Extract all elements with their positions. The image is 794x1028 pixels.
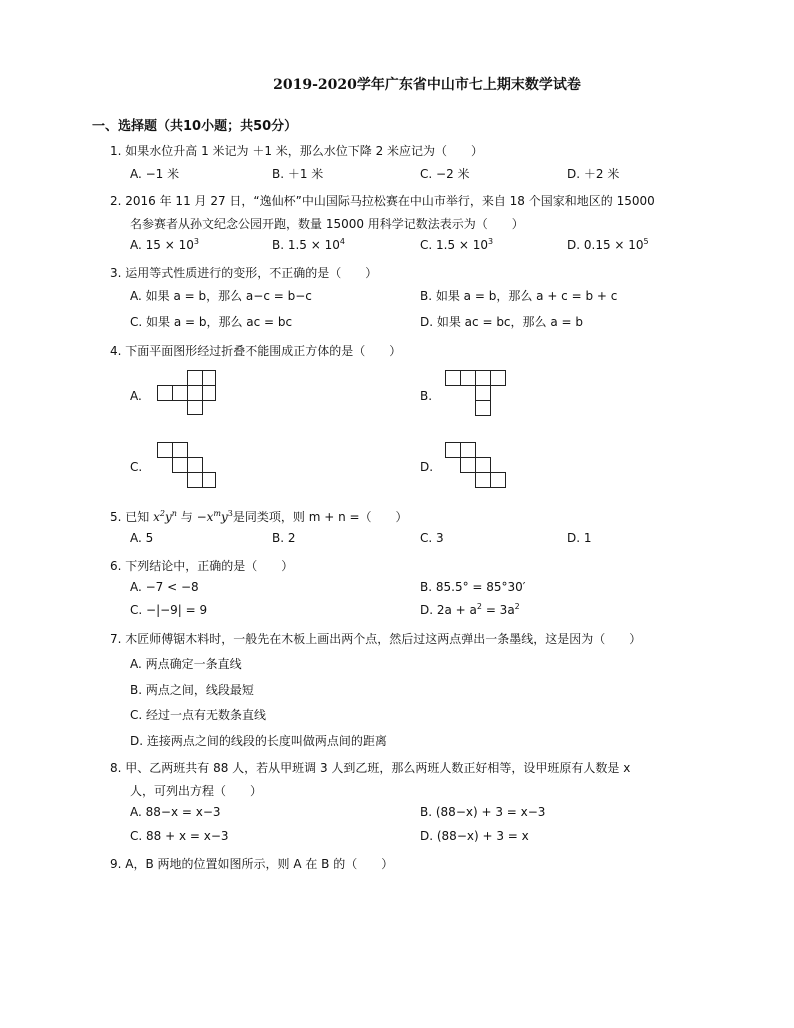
question-6-option-d: D. $2a + a^2 = 3a^2$ [420, 602, 520, 617]
question-4-net-a-figure [157, 370, 217, 415]
question-7-option-b: B. 两点之间，线段最短 [130, 683, 254, 697]
question-2-option-c: C. $1.5 \times 10^3$ [420, 237, 494, 252]
question-5-option-a: A. 5 [130, 531, 154, 545]
question-8-stem-line-2: 人，可列出方程（ ） [130, 784, 263, 798]
section-heading: 一、选择题（共10小题；共50分） [92, 119, 298, 134]
question-2-option-a: A. $15 \times 10^3$ [130, 237, 199, 252]
question-1-option-d: D. ＋2 米 [567, 167, 620, 181]
question-3-stem: 3. 运用等式性质进行的变形，不正确的是（ ） [110, 266, 378, 280]
question-7-option-d: D. 连接两点之间的线段的长度叫做两点间的距离 [130, 734, 387, 748]
question-4-net-d-figure [445, 442, 507, 488]
question-4-option-b-label: B. [420, 389, 433, 403]
question-4-option-d-label: D. [420, 460, 434, 474]
question-2-stem-line-1: 2. 2016 年 11 月 27 日，“逸仙杯”中山国际马拉松赛在中山市举行，来自 18 个国家和地区的 15000 [110, 194, 655, 208]
exam-title: 2019-2020学年广东省中山市七上期末数学试卷 [273, 77, 581, 93]
question-8-stem-line-1: 8. 甲、乙两班共有 88 人，若从甲班调 3 人到乙班，那么两班人数正好相等，设甲班原有人数是 x [110, 761, 631, 775]
question-1-option-b: B. ＋1 米 [272, 167, 324, 181]
question-7-option-a: A. 两点确定一条直线 [130, 657, 242, 671]
question-8-option-c: C. 88 + x = x−3 [130, 829, 229, 843]
question-6-option-b: B. 85.5° = 85°30′ [420, 580, 526, 594]
question-1-stem: 1. 如果水位升高 1 米记为 ＋1 米，那么水位下降 2 米应记为（ ） [110, 144, 484, 158]
question-4-option-c-label: C. [130, 460, 143, 474]
question-5-option-d: D. 1 [567, 531, 592, 545]
question-6-option-c: C. −|−9| = 9 [130, 603, 208, 617]
question-9-stem: 9. A，B 两地的位置如图所示，则 A 在 B 的（ ） [110, 857, 394, 871]
question-3-option-d: D. 如果 ac = bc，那么 a = b [420, 315, 584, 329]
question-7-stem: 7. 木匠师傅锯木料时，一般先在木板上画出两个点，然后过这两点弹出一条墨线，这是因为（ ） [110, 632, 642, 646]
question-8-option-b: B. (88−x) + 3 = x−3 [420, 805, 546, 819]
question-6-option-a: A. −7 < −8 [130, 580, 199, 594]
question-3-option-b: B. 如果 a = b，那么 a + c = b + c [420, 289, 618, 303]
question-2-option-b: B. $1.5 \times 10^4$ [272, 237, 345, 252]
question-4-net-c-figure [157, 442, 217, 488]
question-4-stem: 4. 下面平面图形经过折叠不能围成正方体的是（ ） [110, 344, 402, 358]
question-8-option-a: A. 88−x = x−3 [130, 805, 221, 819]
question-5-option-b: B. 2 [272, 531, 296, 545]
question-6-stem: 6. 下列结论中，正确的是（ ） [110, 559, 294, 573]
question-5-option-c: C. 3 [420, 531, 444, 545]
question-2-stem-line-2: 名参赛者从孙文纪念公园开跑，数量 15000 用科学记数法表示为（ ） [130, 217, 524, 231]
question-3-option-a: A. 如果 a = b，那么 a−c = b−c [130, 289, 312, 303]
question-2-option-d: D. $0.15 \times 10^5$ [567, 237, 649, 252]
question-5-stem: 5. 已知 $x^2y^n$ 与 $-x^my^3$是同类项，则 m + n =（ ） [110, 509, 408, 524]
question-3-option-c: C. 如果 a = b，那么 ac = bc [130, 315, 293, 329]
question-4-option-a-label: A. [130, 389, 142, 403]
question-1-option-a: A. −1 米 [130, 167, 180, 181]
question-8-option-d: D. (88−x) + 3 = x [420, 829, 529, 843]
question-4-net-b-figure [445, 370, 507, 416]
question-1-option-c: C. −2 米 [420, 167, 470, 181]
question-7-option-c: C. 经过一点有无数条直线 [130, 708, 267, 722]
